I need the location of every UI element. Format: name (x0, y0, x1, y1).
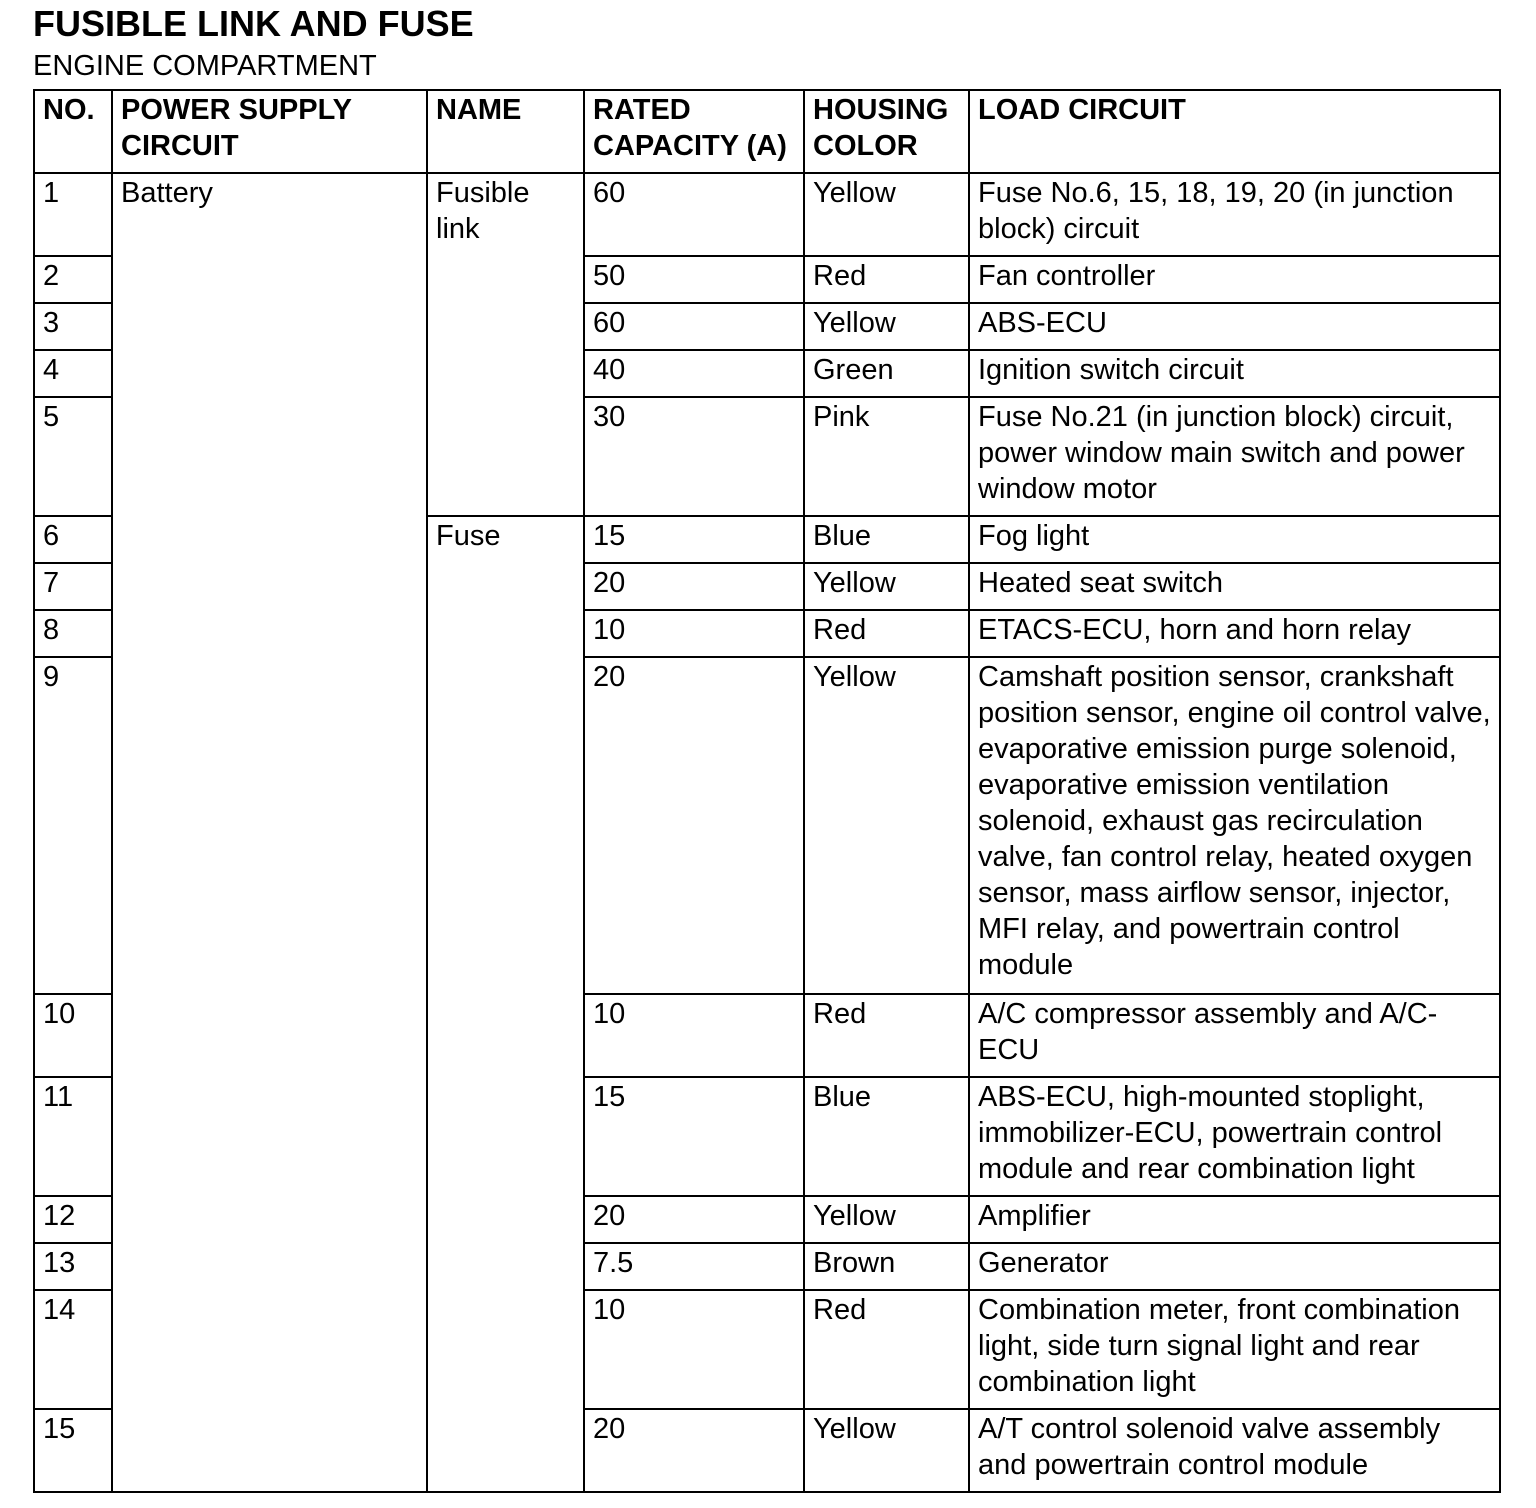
cell-load: A/C compressor assembly and A/C-ECU (969, 994, 1500, 1077)
header-load-circuit: LOAD CIRCUIT (969, 90, 1500, 173)
cell-power-supply: Battery (112, 173, 427, 1492)
cell-name-fuse: Fuse (427, 516, 584, 1492)
cell-color: Red (804, 256, 969, 303)
cell-load: Ignition switch circuit (969, 350, 1500, 397)
cell-capacity: 10 (584, 994, 804, 1077)
header-name: NAME (427, 90, 584, 173)
cell-no: 14 (34, 1290, 112, 1409)
cell-capacity: 15 (584, 1077, 804, 1196)
cell-color: Brown (804, 1243, 969, 1290)
cell-capacity: 40 (584, 350, 804, 397)
cell-capacity: 7.5 (584, 1243, 804, 1290)
cell-color: Red (804, 610, 969, 657)
cell-color: Blue (804, 1077, 969, 1196)
cell-load: Amplifier (969, 1196, 1500, 1243)
cell-color: Green (804, 350, 969, 397)
cell-no: 3 (34, 303, 112, 350)
cell-capacity: 20 (584, 563, 804, 610)
cell-load: Fuse No.6, 15, 18, 19, 20 (in junction block) circuit (969, 173, 1500, 256)
cell-capacity: 20 (584, 1409, 804, 1492)
cell-load: Fog light (969, 516, 1500, 563)
cell-load: A/T control solenoid valve assembly and powertrain control module (969, 1409, 1500, 1492)
table-row (34, 173, 1500, 256)
cell-no: 4 (34, 350, 112, 397)
cell-no: 6 (34, 516, 112, 563)
cell-capacity: 20 (584, 657, 804, 994)
cell-no: 15 (34, 1409, 112, 1492)
cell-color: Yellow (804, 1409, 969, 1492)
fuse-table (33, 89, 1501, 1493)
cell-no: 9 (34, 657, 112, 994)
header-power-supply: POWER SUPPLY CIRCUIT (112, 90, 427, 173)
cell-no: 8 (34, 610, 112, 657)
page-subtitle: ENGINE COMPARTMENT (33, 50, 377, 82)
cell-color: Yellow (804, 303, 969, 350)
cell-capacity: 10 (584, 1290, 804, 1409)
cell-color: Yellow (804, 1196, 969, 1243)
cell-name-fusible-link: Fusible link (427, 173, 584, 516)
cell-no: 7 (34, 563, 112, 610)
cell-no: 10 (34, 994, 112, 1077)
table-header-row (34, 90, 1500, 173)
cell-load: Generator (969, 1243, 1500, 1290)
cell-load: Combination meter, front combination light, side turn signal light and rear combination light (969, 1290, 1500, 1409)
cell-color: Red (804, 1290, 969, 1409)
cell-no: 11 (34, 1077, 112, 1196)
cell-load: Fan controller (969, 256, 1500, 303)
cell-color: Yellow (804, 173, 969, 256)
cell-no: 13 (34, 1243, 112, 1290)
cell-capacity: 20 (584, 1196, 804, 1243)
header-housing-color: HOUSING COLOR (804, 90, 969, 173)
header-no: NO. (34, 90, 112, 173)
cell-load: Heated seat switch (969, 563, 1500, 610)
cell-load: Camshaft position sensor, crankshaft position sensor, engine oil control valve, evaporative emission purge solenoid, evaporative emission ventilation solenoid, exhaust gas recirculation valve, fan control relay, heated oxygen sensor, mass airflow sensor, injector, MFI relay, and powertrain control module (969, 657, 1500, 994)
cell-no: 12 (34, 1196, 112, 1243)
cell-load: Fuse No.21 (in junction block) circuit, power window main switch and power window motor (969, 397, 1500, 516)
cell-no: 5 (34, 397, 112, 516)
cell-color: Yellow (804, 563, 969, 610)
cell-capacity: 60 (584, 303, 804, 350)
cell-load: ABS-ECU (969, 303, 1500, 350)
cell-color: Red (804, 994, 969, 1077)
cell-capacity: 10 (584, 610, 804, 657)
cell-capacity: 15 (584, 516, 804, 563)
page-title: FUSIBLE LINK AND FUSE (33, 3, 474, 44)
cell-no: 1 (34, 173, 112, 256)
cell-capacity: 60 (584, 173, 804, 256)
cell-load: ABS-ECU, high-mounted stoplight, immobilizer-ECU, powertrain control module and rear combination light (969, 1077, 1500, 1196)
cell-color: Pink (804, 397, 969, 516)
header-rated-capacity: RATED CAPACITY (A) (584, 90, 804, 173)
cell-color: Yellow (804, 657, 969, 994)
cell-capacity: 50 (584, 256, 804, 303)
cell-color: Blue (804, 516, 969, 563)
cell-load: ETACS-ECU, horn and horn relay (969, 610, 1500, 657)
cell-capacity: 30 (584, 397, 804, 516)
cell-no: 2 (34, 256, 112, 303)
